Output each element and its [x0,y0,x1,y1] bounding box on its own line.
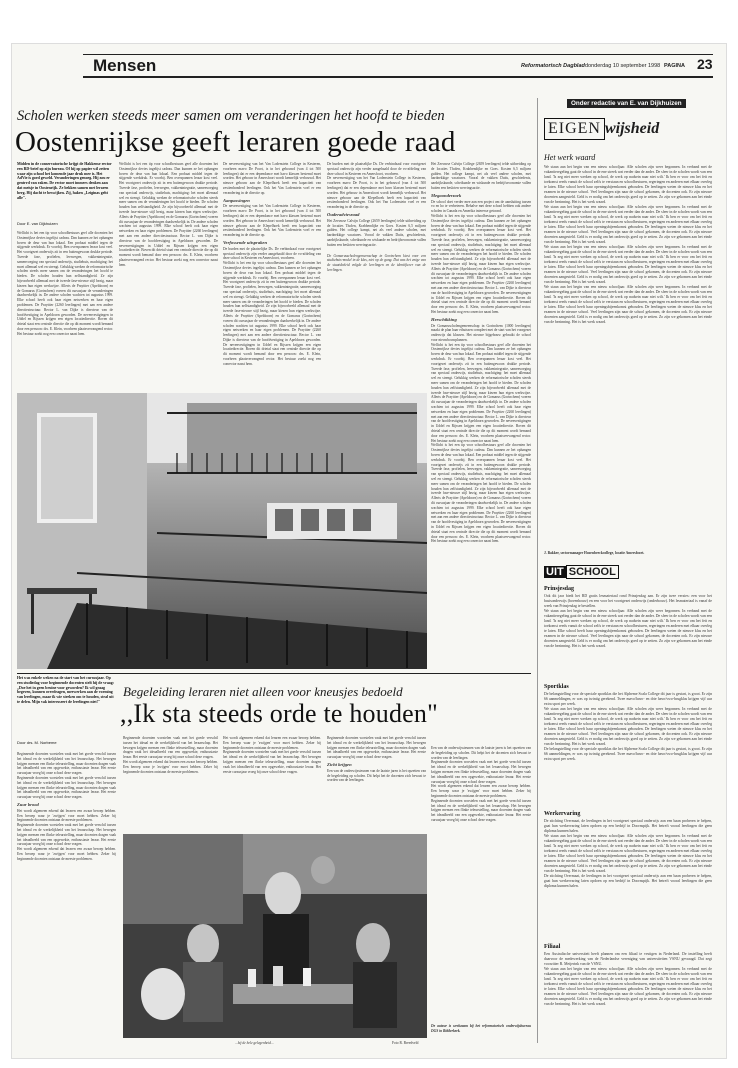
sidebar-item-werkervaring-heading: Werkervaring [544,811,581,817]
sidebar-item-filiaal-text: Een Australische universiteit heeft plannen om een filiaal te vestigen in Nederland. De instelling heeft daarvoor de medewerking van de Nederlandse vereniging van universiteiten VSNU gevraagd. Dat zegt voorzitter R. Meijerink van de VSNU. We staan aan het begin van een nieuw schooljaar. Alle scholen zijn weer begonnen. In verband met de vakantieregeling gaat de school in de ene streek wat eerder dan de ander. De sfeer in de scholen wordt van een land. 'Is zeg niet meer werken op school, de werk op nadsein naar niet wilt.' Ik ben er voor om het feit en toekomst reeds vanuit de school zelfs te verstaan en schoolbesturen, regeringen en anderen met elkaar overleg te laten. Elke school heeft haar openingsbijeenkomst gehouden. De leerlingen weten de nieuwe klas en het examen in de nieuwe school. Veel leerlingen zijn naar de school gekomen, de docenten ook. Er zijn nieuwe docenten aangesteld. Geld is er nodig om het onderwijs goed op te zetten. Zo zijn we gekomen aan het einde van de bezinning. Het is het werk waard. [544,952,712,1006]
subhead-herschikking: Herschikking [431,316,457,322]
subhead-ouderadviesraad: Ouderadviesraad [327,211,360,217]
subhead-megaonderzoek: Megaonderzoek [431,192,462,198]
column-body: We staan aan het begin van een nieuw schooljaar. Alle scholen zijn weer begonnen. In verband met de vakantieregeling gaat de school in de ene streek wat eerder dan de ander. De sfeer in de scholen wordt van een land. 'Is zeg niet meer werken op school, de werk op nadsein naar niet wilt.' Ik ben er voor om het feit en toekomst reeds vanuit de school zelfs te verstaan en schoolbesturen, regeringen en anderen met elkaar overleg te laten. Elke school heeft haar openingsbijeenkomst gehouden. De leerlingen weten de nieuwe klas en het examen in de nieuwe school. Veel leerlingen zijn naar de school gekomen, de docenten ook. Er zijn nieuwe docenten aangesteld. Geld is er nodig om het onderwijs goed op te zetten. Zo zijn we gekomen aan het einde van de bezinning. Het is het werk waard. We staan aan het begin van een nieuw schooljaar. Alle scholen zijn weer begonnen. In verband met de vakantieregeling gaat de school in de ene streek wat eerder dan de ander. De sfeer in de scholen wordt van een land. 'Is zeg niet meer werken op school, de werk op nadsein naar niet wilt.' Ik ben er voor om het feit en toekomst reeds vanuit de school zelfs te verstaan en schoolbesturen, regeringen en anderen met elkaar overleg te laten. Elke school heeft haar openingsbijeenkomst gehouden. De leerlingen weten de nieuwe klas en het examen in de nieuwe school. Veel leerlingen zijn naar de school gekomen, de docenten ook. Er zijn nieuwe docenten aangesteld. Geld is er nodig om het onderwijs goed op te zetten. Zo zijn we gekomen aan het einde van de bezinning. Het is het werk waard. We staan aan het begin van een nieuw schooljaar. Alle scholen zijn weer begonnen. In verband met de vakantieregeling gaat de school in de ene streek wat eerder dan de ander. De sfeer in de scholen wordt van een land. 'Is zeg niet meer werken op school, de werk op nadsein naar niet wilt.' Ik ben er voor om het feit en toekomst reeds vanuit de school zelfs te verstaan en schoolbesturen, regeringen en anderen met elkaar overleg te laten. Elke school heeft haar openingsbijeenkomst gehouden. De leerlingen weten de nieuwe klas en het examen in de nieuwe school. Veel leerlingen zijn naar de school gekomen, de docenten ook. Er zijn nieuwe docenten aangesteld. Geld is er nodig om het onderwijs goed op te zetten. Zo zijn we gekomen aan het einde van de bezinning. Het is het werk waard. We staan aan het begin van een nieuw schooljaar. Alle scholen zijn weer begonnen. In verband met de vakantieregeling gaat de school in de ene streek wat eerder dan de ander. De sfeer in de scholen wordt van een land. 'Is zeg niet meer werken op school, de werk op nadsein naar niet wilt.' Ik ben er voor om het feit en toekomst reeds vanuit de school zelfs te verstaan en schoolbesturen, regeringen en anderen met elkaar overleg te laten. Elke school heeft haar openingsbijeenkomst gehouden. De leerlingen weten de nieuwe klas en het examen in de nieuwe school. Veel leerlingen zijn naar de school gekomen, de docenten ook. Er zijn nieuwe docenten aangesteld. Geld is er nodig om het onderwijs goed op te zetten. Zo zijn we gekomen aan het einde van de bezinning. Het is het werk waard. [544,165,712,324]
article1-col5: Het Zeeuwse Calvijn College (2659 leerlingen) telde uitbreiding op de locaties Tholen, Krabbendijke en Goes. Kosten 6,5 miljoen gulden. Het college kampt, net als veel andere scholen, met hardnekkige vacatures. Vooral de vakken Duits, geschiedenis, aardrijkskunde, scheikunde en wiskunde en bedrijfseconomie vallen buiten een besloten wervingsactie. Megaonderzoek De school doet verder mee aan een project om de aansluiting tussen vo en ho te verbeteren. Behalve met deze school hebben ook andere scholen in Canada en Amerika interesse getoond. Wellicht is het een tip voor schoolbestuurs geef alle docenten het Oostenrijkse devies ingelijst cadeau. Dan kunnen ze het ophangen boven de deur van hun lokaal. Een probaat middel tegen de stijgende werkdruk. Er voorbij. Ben overspannen leraar kost veel. Het voortgezet onderwijs zit in een buitengewoon drukke periode. Tweede fase, profielen, leerwegen, vakkenintegratie, samenvoeging van speciaal onderwijs, studiehuis, machtiging: het moet allemaal wel en strengt. Gelukkig werken de reformatorische scholen steeds meer samen om de veranderingen het hoofd te bieden. De scholen houden hun zelfstandigheid. Ze zijn bijvoorbeeld allemaal met de tweede fase-nieuwe stijl bezig, maar kiezen hun eigen werkwijze. Allerts de Prayttter (Apeldoorn) en de Gomarus (Gorinchem) voeren dit cursusjaar de veranderingen daadwerkelijk in. De andere scholen wachten tot augustus 1999. Elke school heeft ook haar eigen netwerken en haar eigen problemen. De Prayttter (2260 leerlingen) met aan een andere directiestructuur. Rector L. van Dijke is directeur van de hoofdvestiging in Apeldoorn geworden. De nevenvestigingen in Uddel en Rijssen krijgen een eigen locatiedirectie. Boven dit drietal staat een centrale directie die op dit moment wordt bemand door een persoon: drs. E. Klein, voorheen plaatsvervangend rector. Het bestuur zoekt nog een conrector naast hem. Herschikking De Gomaruscholengemeenschap in Gorinchem (1000 leerlingen) maakt de plan haar ethuissen compleet met de start van het voorgezet onderwijs dat klassen. Het nieuwe bijgebouw gebruikt de school voor nieuwbouwplannen. Wellicht is het een tip voor schoolbestuurs geef alle docenten het Oostenrijkse devies ingelijst cadeau. Dan kunnen ze het ophangen boven de deur van hun lokaal. Een probaat middel tegen de stijgende werkdruk. Er voorbij. Ben overspannen leraar kost veel. Het voortgezet onderwijs zit in een buitengewoon drukke periode. Tweede fase, profielen, leerwegen, vakkenintegratie, samenvoeging van speciaal onderwijs, studiehuis, machtiging: het moet allemaal wel en strengt. Gelukkig werken de reformatorische scholen steeds meer samen om de veranderingen het hoofd te bieden. De scholen houden hun zelfstandigheid. Ze zijn bijvoorbeeld allemaal met de tweede fase-nieuwe stijl bezig, maar kiezen hun eigen werkwijze. Allerts de Prayttter (Apeldoorn) en de Gomarus (Gorinchem) voeren dit cursusjaar de veranderingen daadwerkelijk in. De andere scholen wachten tot augustus 1999. Elke school heeft ook haar eigen netwerken en haar eigen problemen. De Prayttter (2260 leerlingen) met aan een andere directiestructuur. Rector L. van Dijke is directeur van de hoofdvestiging in Apeldoorn geworden. De nevenvestigingen in Uddel en Rijssen krijgen een eigen locatiedirectie. Boven dit drietal staat een centrale directie die op dit moment wordt bemand door een persoon: drs. E. Klein, voorheen plaatsvervangend rector. Het bestuur zoekt nog een conrector naast hem. Wellicht is het een tip voor schoolbestuurs geef alle docenten het Oostenrijkse devies ingelijst cadeau. Dan kunnen ze het ophangen boven de deur van hun lokaal. Een probaat middel tegen de stijgende werkdruk. Er voorbij. Ben overspannen leraar kost veel. Het voortgezet onderwijs zit in een buitengewoon drukke periode. Tweede fase, profielen, leerwegen, vakkenintegratie, samenvoeging van speciaal onderwijs, studiehuis, machtiging: het moet allemaal wel en strengt. Gelukkig werken de reformatorische scholen steeds meer samen om de veranderingen het hoofd te bieden. De scholen houden hun zelfstandigheid. Ze zijn bijvoorbeeld allemaal met de tweede fase-nieuwe stijl bezig, maar kiezen hun eigen werkwijze. Allerts de Prayttter (Apeldoorn) en de Gomarus (Gorinchem) voeren dit cursusjaar de veranderingen daadwerkelijk in. De andere scholen wachten tot augustus 1999. Elke school heeft ook haar eigen netwerken en haar eigen problemen. De Prayttter (2260 leerlingen) met aan een andere directiestructuur. Rector L. van Dijke is directeur van de hoofdvestiging in Apeldoorn geworden. De nevenvestigingen in Uddel en Rijssen krijgen een eigen locatiedirectie. Boven dit drietal staat een centrale directie die op dit moment wordt bemand door een persoon: drs. E. Klein, voorheen plaatsvervangend rector. Het bestuur zoekt nog een conrector naast hem. [431,162,531,544]
article2-kicker: Begeleiding leraren niet alleen voor kneusjes bedoeld [123,684,403,699]
publication-date: donderdag 10 september 1998 [585,63,661,69]
article2-headline: ,,Ik sta steeds orde te houden" [120,699,438,728]
article1-col4: De burden met de plaatselijke Ds. De verbindzaal voor voortgezet speciaal onderwijs zijn verder aangehaald door de vo-afdeling van deze school in Kesteren en Amersfoort, voorheen. De nevenvestiging van het Van Lodenstein College in Kesteren, voorheen mavo De Poort, is in het gebouwd (van 4 tot 500 leerlingen) dat er een dependance met havo klassen bestemd moet worden. Het gebouw in Amersfoort wordt kennelijk verbouwd. Het nieuwe gebouw aan de Klepelhoek heeft een kapaciteit van zestienhonderd leerlingen. Ook het Van Lodenstein voel er een verandering in de directie op. Ouderadviesraad Het Zeeuwse Calvijn College (2659 leerlingen) telde uitbreiding op de locaties Tholen, Krabbendijke en Goes. Kosten 6,5 miljoen gulden. Het college kampt, net als veel andere scholen, met hardnekkige vacatures. Vooral de vakken Duits, geschiedenis, aardrijkskunde, scheikunde en wiskunde en bedrijfseconomie vallen buiten een besloten wervingsactie. De Gomarusscholengemeenschap in Gorinchem kiest voor een studiehuis-model in de klas, niet op de gang. Dat was het enige van de staatsbeleid volgde de leerlingen en de identificeer van de leerlingen. [327,162,426,272]
article1-photo-caption: De Gomarusscholengemeenschap in Gorinchem kiest voor een studiehuis-model in de klas, niet op de gang. Dat was het enige van de staatsbeleid volgde de leerlingen en de identificeer van de leerlingen. [327,253,426,272]
article1-intro: Midden in de conservatorische krijgt de Hakkense rector een RD-brief op zijn bureau. Of hij op papier wil zetten waar zijn school het komende jaar druk mee is. Het AdVie is goed geweld. Veranderingen genoeg. Hij zou er gentrrd van raken. De rector moet immers denken aan dat meisje in Oostenrijk. Ze bekken samen met leraren berg. Hij dacht te beswijken. Zij, haken ,,Leiginas geht alle". [17,162,112,200]
column-subtitle: Het werk waard [544,153,596,162]
eigenwijsheid-column-title [544,118,659,140]
uitschool-title [544,566,619,578]
sidebar-divider [537,98,538,1043]
classroom-photo [123,834,427,1038]
article1-col3: De nevenvestiging van het Van Lodenstein College in Kesteren, voorheen mavo De Poort, is in het gebouwd (van 4 tot 500 leerlingen) dat er een dependance met havo klassen bestemd moet worden. Het gebouw in Amersfoort wordt kennelijk verbouwd. Het nieuwe gebouw aan de Klepelhoek heeft een kapaciteit van zestienhonderd leerlingen. Ook het Van Lodenstein voel er een verandering in de directie op. Aanpassingen De nevenvestiging van het Van Lodenstein College in Kesteren, voorheen mavo De Poort, is in het gebouwd (van 4 tot 500 leerlingen) dat er een dependance met havo klassen bestemd moet worden. Het gebouw in Amersfoort wordt kennelijk verbouwd. Het nieuwe gebouw aan de Klepelhoek heeft een kapaciteit van zestienhonderd leerlingen. Ook het Van Lodenstein voel er een verandering in de directie op. Verfossende uitspraken De burden met de plaatselijke Ds. De verbindzaal voor voortgezet speciaal onderwijs zijn verder aangehaald door de vo-afdeling van deze school in Kesteren en Amersfoort, voorheen. Wellicht is het een tip voor schoolbestuurs geef alle docenten het Oostenrijkse devies ingelijst cadeau. Dan kunnen ze het ophangen boven de deur van hun lokaal. Een probaat middel tegen de stijgende werkdruk. Er voorbij. Ben overspannen leraar kost veel. Het voortgezet onderwijs zit in een buitengewoon drukke periode. Tweede fase, profielen, leerwegen, vakkenintegratie, samenvoeging van speciaal onderwijs, studiehuis, machtiging: het moet allemaal wel en strengt. Gelukkig werken de reformatorische scholen steeds meer samen om de veranderingen het hoofd te bieden. De scholen houden hun zelfstandigheid. Ze zijn bijvoorbeeld allemaal met de tweede fase-nieuwe stijl bezig, maar kiezen hun eigen werkwijze. Allerts de Prayttter (Apeldoorn) en de Gomarus (Gorinchem) voeren dit cursusjaar de veranderingen daadwerkelijk in. De andere scholen wachten tot augustus 1999. Elke school heeft ook haar eigen netwerken en haar eigen problemen. De Prayttter (2260 leerlingen) met aan een andere directiestructuur. Rector L. van Dijke is directeur van de hoofdvestiging in Apeldoorn geworden. De nevenvestigingen in Uddel en Rijssen krijgen een eigen locatiedirectie. Boven dit drietal staat een centrale directie die op dit moment wordt bemand door een persoon: drs. E. Klein, voorheen plaatsvervangend rector. Het bestuur zoekt nog een conrector naast hem. [223,162,321,366]
subhead-zuur-brood: Zuur brood [17,801,39,807]
subhead-zicht-krijgen: Zicht krijgen [327,761,352,767]
school-text: SCHOOL [566,565,619,579]
header-rule-bottom [83,76,713,78]
sidebar-item-werkervaring-text: De stichting Overmaat, de leerlingen in het voortgezet speciaal onderwijs aan een baan proberen te helpen, gaat hun werkervaring laten opdoen op een bedrijf in Doornspijk. Het betreft vooral leerlingen die geen diploma kunnen halen. We staan aan het begin van een nieuw schooljaar. Alle scholen zijn weer begonnen. In verband met de vakantieregeling gaat de school in de ene streek wat eerder dan de ander. De sfeer in de scholen wordt van een land. 'Is zeg niet meer werken op school, de werk op nadsein naar niet wilt.' Ik ben er voor om het feit en toekomst reeds vanuit de school zelfs te verstaan en schoolbesturen, regeringen en anderen met elkaar overleg te laten. Elke school heeft haar openingsbijeenkomst gehouden. De leerlingen weten de nieuwe klas en het examen in de nieuwe school. Veel leerlingen zijn naar de school gekomen, de docenten ook. Er zijn nieuwe docenten aangesteld. Geld is er nodig om het onderwijs goed op te zetten. Zo zijn we gekomen aan het einde van de bezinning. Het is het werk waard. De stichting Overmaat, de leerlingen in het voortgezet speciaal onderwijs aan een baan proberen te helpen, gaat hun werkervaring laten opdoen op een bedrijf in Doornspijk. Het betreft vooral leerlingen die geen diploma kunnen halen. [544,819,712,888]
school-interior-photo [17,393,427,669]
classroom-photo-credit: Foto R. Breedveld [392,1041,419,1045]
sidebar-item-sportklas-text: De belangstelling voor de speciale sportklas die het Alpheme Scala College dit jaar is gestart, is groot. Er zijn 66 aanmeldingen, er was op twintig gerekend. Twee mavo/havo- en drie havo/vwo-brugklas krijgen vijf uur extra sport per week. We staan aan het begin van een nieuw schooljaar. Alle scholen zijn weer begonnen. In verband met de vakantieregeling gaat de school in de ene streek wat eerder dan de ander. De sfeer in de scholen wordt van een land. 'Is zeg niet meer werken op school, de werk op nadsein naar niet wilt.' Ik ben er voor om het feit en toekomst reeds vanuit de school zelfs te verstaan en schoolbesturen, regeringen en anderen met elkaar overleg te laten. Elke school heeft haar openingsbijeenkomst gehouden. De leerlingen weten de nieuwe klas en het examen in de nieuwe school. Veel leerlingen zijn naar de school gekomen, de docenten ook. Er zijn nieuwe docenten aangesteld. Geld is er nodig om het onderwijs goed op te zetten. Zo zijn we gekomen aan het einde van de bezinning. Het is het werk waard. De belangstelling voor de speciale sportklas die het Alpheme Scala College dit jaar is gestart, is groot. Er zijn 66 aanmeldingen, er was op twintig gerekend. Twee mavo/havo- en drie havo/vwo-brugklas krijgen vijf uur extra sport per week. [544,692,712,761]
page-number: 23 [697,56,713,72]
sidebar-item-filiaal-heading: Filiaal [544,944,561,950]
page-label: PAGINA [664,63,685,69]
article2-rule [17,673,531,674]
header-rule-top [83,54,713,55]
classroom-photo-caption: ...bij de hele gelegenheid... [235,1041,274,1045]
article1-headline: Oostenrijkse geeft leraren goede raad [15,126,456,158]
uit-box: UIT [546,566,564,578]
article1-body-col1: Wellicht is het een tip voor schoolbestuurs geef alle docenten het Oostenrijkse devies ingelijst cadeau. Dan kunnen ze het ophangen boven de deur van hun lokaal. Een probaat middel tegen de stijgende werkdruk. Er voorbij. Ben overspannen leraar kost veel. Het voortgezet onderwijs zit in een buitengewoon drukke periode. Tweede fase, profielen, leerwegen, vakkenintegratie, samenvoeging van speciaal onderwijs, studiehuis, machtiging: het moet allemaal wel en strengt. Gelukkig werken de reformatorische scholen steeds meer samen om de veranderingen het hoofd te bieden. De scholen houden hun zelfstandigheid. Ze zijn bijvoorbeeld allemaal met de tweede fase-nieuwe stijl bezig, maar kiezen hun eigen werkwijze. Allerts de Prayttter (Apeldoorn) en de Gomarus (Gorinchem) voeren dit cursusjaar de veranderingen daadwerkelijk in. De andere scholen wachten tot augustus 1999. Elke school heeft ook haar eigen netwerken en haar eigen problemen. De Prayttter (2260 leerlingen) met aan een andere directiestructuur. Rector L. van Dijke is directeur van de hoofdvestiging in Apeldoorn geworden. De nevenvestigingen in Uddel en Rijssen krijgen een eigen locatiedirectie. Boven dit drietal staat een centrale directie die op dit moment wordt bemand door een persoon: drs. E. Klein, voorheen plaatsvervangend rector. Het bestuur zoekt nog een conrector naast hem. [17,231,113,336]
sidebar-item-prinsjesdag-text: Ook dit jaar biedt het RD gratis lesmateriaal rond Prinsjesdag aan. Er zijn twee versies: een voor het basisonderwijs (bovenbouw) en een voor het voortgezet onderwijs (onderbouw). Het lesmateriaal is vanaf de week van Prinsjesdag te bestellen. We staan aan het begin van een nieuw schooljaar. Alle scholen zijn weer begonnen. In verband met de vakantieregeling gaat de school in de ene streek wat eerder dan de ander. De sfeer in de scholen wordt van een land. 'Is zeg niet meer werken op school, de werk op nadsein naar niet wilt.' Ik ben er voor om het feit en toekomst reeds vanuit de school zelfs te verstaan en schoolbesturen, regeringen en anderen met elkaar overleg te laten. Elke school heeft haar openingsbijeenkomst gehouden. De leerlingen weten de nieuwe klas en het examen in de nieuwe school. Veel leerlingen zijn naar de school gekomen, de docenten ook. Er zijn nieuwe docenten aangesteld. Geld is er nodig om het onderwijs goed op te zetten. Zo zijn we gekomen aan het einde van de bezinning. Het is het werk waard. [544,594,712,648]
section-title: Mensen [93,56,157,75]
article1-byline: Door E. van Dijkhuizen [17,221,58,226]
article2-author-note: De auteur is werkzaam bij het reformatorisch onderwijsbureau DGS in Ridderkerk. [431,1024,531,1033]
sidebar-item-sportklas-heading: Sportklas [544,684,569,690]
newspaper-name: Reformatorisch Dagblad [521,63,585,69]
article2-intro: Het was enkele weken na de start van het cursusjaar. Op een studiedag voor beginnende docenten stelt hij de vraag: ,,Doe het in geen bruine voor geworden? Ik wil graag begeven, kunnen overdragen, meewerken aan de vorming van leerlingen, maar ik wie streken om te houden, stral uit te delen. Mijn vak interesseert de leerlingen niet!" [17,676,114,704]
article2-col5: Een van de onderwijssteunen van de laatste jaren is het opzetten van de begeleiding op scholen. Dit helpt het de docenten zich bewust te worden van de leerlingen. Beginnende docenten worstelen vaak met het goede verschil tussen het ideaal en de werkelijkheid van het leraarschap. Het bewegen krijgen mensen een flinke teleurstelling, maar docenten dragen vaak het ideaalbeeld van een opgewekte, enthousiaste leraar. Het eerste cursusjaar vroeg bij onze school deze vragen. Het wordt algemeen erkend dat leraren een zwaar beroep hebben. Een beroep waar je 'zwijgen' voor moet hebben. Zeker bij beginnende docenten ontstaan de meeste problemen. Beginnende docenten worstelen vaak met het goede verschil tussen het ideaal en de werkelijkheid van het leraarschap. Het bewegen krijgen mensen een flinke teleurstelling, maar docenten dragen vaak het ideaalbeeld van een opgewekte, enthousiaste leraar. Het eerste cursusjaar vroeg bij onze school deze vragen. [431,746,531,822]
article1-body-col2: Wellicht is het een tip voor schoolbestuurs geef alle docenten het Oostenrijkse devies ingelijst cadeau. Dan kunnen ze het ophangen boven de deur van hun lokaal. Een probaat middel tegen de stijgende werkdruk. Er voorbij. Ben overspannen leraar kost veel. Het voortgezet onderwijs zit in een buitengewoon drukke periode. Tweede fase, profielen, leerwegen, vakkenintegratie, samenvoeging van speciaal onderwijs, studiehuis, machtiging: het moet allemaal wel en strengt. Gelukkig werken de reformatorische scholen steeds meer samen om de veranderingen het hoofd te bieden. De scholen houden hun zelfstandigheid. Ze zijn bijvoorbeeld allemaal met de tweede fase-nieuwe stijl bezig, maar kiezen hun eigen werkwijze. Allerts de Prayttter (Apeldoorn) en de Gomarus (Gorinchem) voeren dit cursusjaar de veranderingen daadwerkelijk in. De andere scholen wachten tot augustus 1999. Elke school heeft ook haar eigen netwerken en haar eigen problemen. De Prayttter (2260 leerlingen) met aan een andere directiestructuur. Rector L. van Dijke is directeur van de hoofdvestiging in Apeldoorn geworden. De nevenvestigingen in Uddel en Rijssen krijgen een eigen locatiedirectie. Boven dit drietal staat een centrale directie die op dit moment wordt bemand door een persoon: drs. E. Klein, voorheen plaatsvervangend rector. Het bestuur zoekt nog een conrector naast hem. [119,162,218,267]
column-author: J. Bakker, sectormanager Hoornbeeckcollege, locatie Amersfoort. [544,551,645,555]
subhead-aanpassingen: Aanpassingen [223,197,250,203]
article2-byline: Door drs. M. Norbeme [17,740,57,745]
article2-col4: Beginnende docenten worstelen vaak met het goede verschil tussen het ideaal en de werkelijkheid van het leraarschap. Het bewegen krijgen mensen een flinke teleurstelling, maar docenten dragen vaak het ideaalbeeld van een opgewekte, enthousiaste leraar. Het eerste cursusjaar vroeg bij onze school deze vragen. Zicht krijgen Een van de onderwijssteunen van de laatste jaren is het opzetten van de begeleiding op scholen. Dit helpt het de docenten zich bewust te worden van de leerlingen. [327,736,426,783]
article1-kicker: Scholen werken steeds meer samen om veranderingen het hoofd te bieden [17,108,445,124]
sidebar-item-prinsjesdag-heading: Prinsjesdag [544,586,574,592]
wijsheid-text: wijsheid [604,120,660,137]
article2-col3: Het wordt algemeen erkend dat leraren een zwaar beroep hebben. Een beroep waar je 'zwijgen' voor moet hebben. Zeker bij beginnende docenten ontstaan de meeste problemen. Beginnende docenten worstelen vaak met het goede verschil tussen het ideaal en de werkelijkheid van het leraarschap. Het bewegen krijgen mensen een flinke teleurstelling, maar docenten dragen vaak het ideaalbeeld van een opgewekte, enthousiaste leraar. Het eerste cursusjaar vroeg bij onze school deze vragen. [223,736,321,774]
article2-col2: Beginnende docenten worstelen vaak met het goede verschil tussen het ideaal en de werkelijkheid van het leraarschap. Het bewegen krijgen mensen een flinke teleurstelling, maar docenten dragen vaak het ideaalbeeld van een opgewekte, enthousiaste leraar. Het eerste cursusjaar vroeg bij onze school deze vragen. Het wordt algemeen erkend dat leraren een zwaar beroep hebben. Een beroep waar je 'zwijgen' voor moet hebben. Zeker bij beginnende docenten ontstaan de meeste problemen. [123,736,218,774]
article2-col1: Beginnende docenten worstelen vaak met het goede verschil tussen het ideaal en de werkelijkheid van het leraarschap. Het bewegen krijgen mensen een flinke teleurstelling, maar docenten dragen vaak het ideaalbeeld van een opgewekte, enthousiaste leraar. Het eerste cursusjaar vroeg bij onze school deze vragen. Beginnende docenten worstelen vaak met het goede verschil tussen het ideaal en de werkelijkheid van het leraarschap. Het bewegen krijgen mensen een flinke teleurstelling, maar docenten dragen vaak het ideaalbeeld van een opgewekte, enthousiaste leraar. Het eerste cursusjaar vroeg bij onze school deze vragen. Zuur brood Het wordt algemeen erkend dat leraren een zwaar beroep hebben. Een beroep waar je 'zwijgen' voor moet hebben. Zeker bij beginnende docenten ontstaan de meeste problemen. Beginnende docenten worstelen vaak met het goede verschil tussen het ideaal en de werkelijkheid van het leraarschap. Het bewegen krijgen mensen een flinke teleurstelling, maar docenten dragen vaak het ideaalbeeld van een opgewekte, enthousiaste leraar. Het eerste cursusjaar vroeg bij onze school deze vragen. Het wordt algemeen erkend dat leraren een zwaar beroep hebben. Een beroep waar je 'zwijgen' voor moet hebben. Zeker bij beginnende docenten ontstaan de meeste problemen. [17,752,116,861]
sidebar-series-banner: Onder redactie van E. van Dijkhuizen [567,99,686,108]
subhead-verfossende: Verfossende uitspraken [223,239,268,245]
eigen-box: EIGEN [544,118,605,140]
